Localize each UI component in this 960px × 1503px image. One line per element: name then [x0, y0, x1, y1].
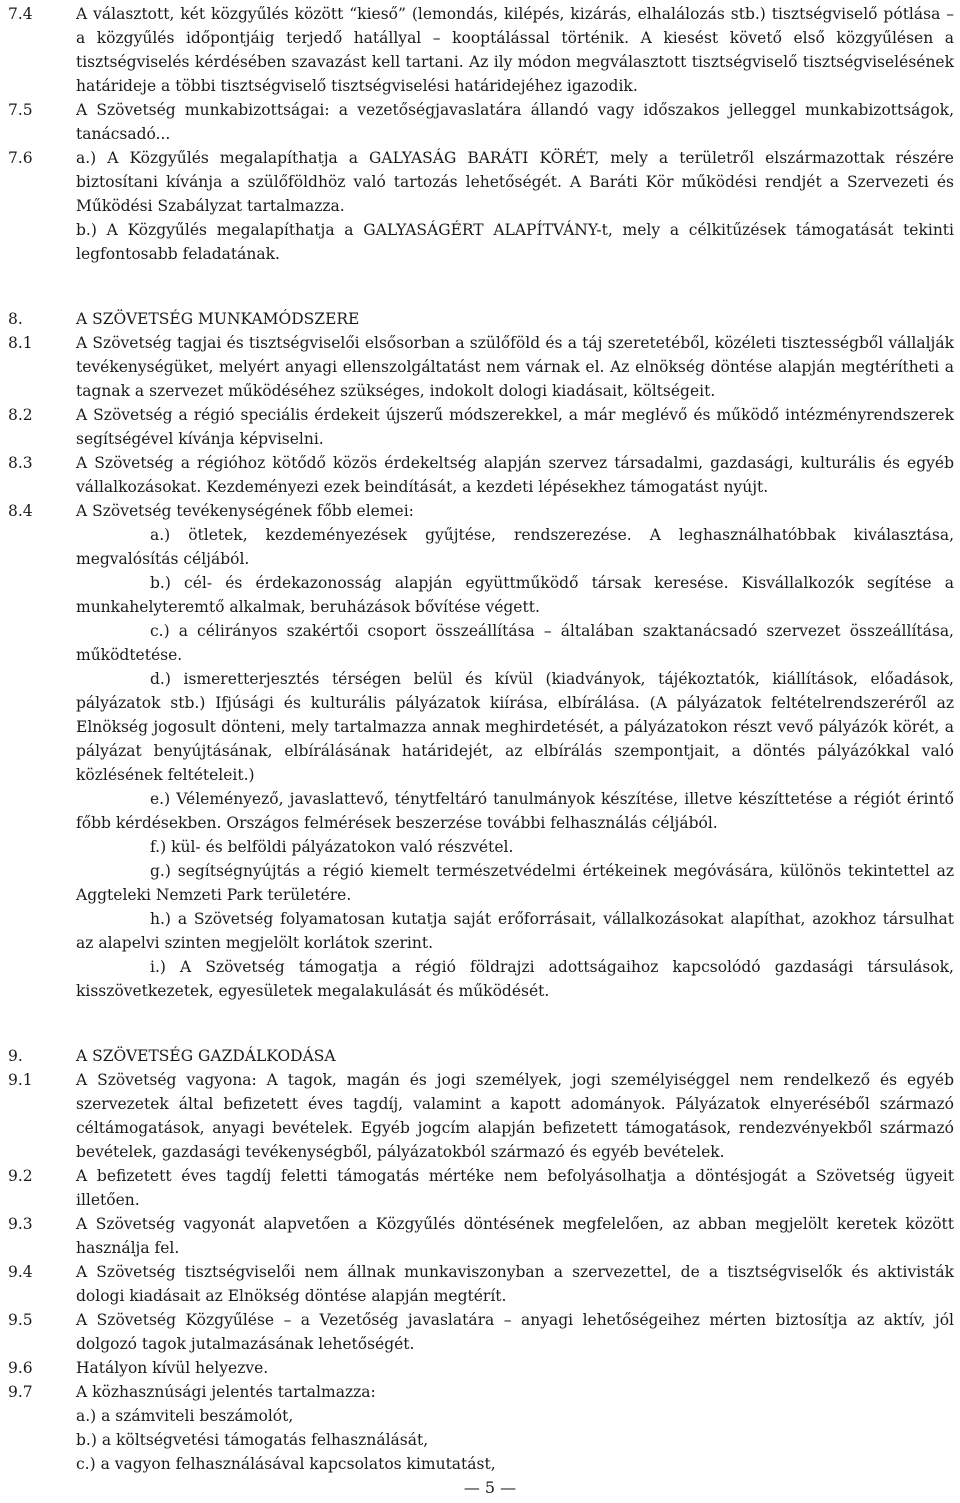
clause-7-4: [8, 2, 954, 98]
clause-text: A Szövetség vagyonát alapvetően a Közgyűlés döntésének megfelelően, az abban megjelölt keretek között használja fel.: [76, 1215, 954, 1257]
clause-7-6-b: [8, 218, 954, 266]
clause-9-7: [8, 1380, 954, 1404]
clause-number: 9.1: [8, 1071, 33, 1089]
list-item: h.) a Szövetség folyamatosan kutatja saját erőforrásait, vállalkozásokat alapíthat, azokhoz társulhat az alapelvi szinten megjelölt korlátok szerint.: [76, 910, 954, 952]
list-item: c.) a vagyon felhasználásával kapcsolatos kimutatást,: [76, 1455, 496, 1473]
list-item: a.) a számviteli beszámolót,: [76, 1407, 294, 1425]
section-title: A SZÖVETSÉG MUNKAMÓDSZERE: [76, 310, 360, 328]
clause-number: 7.4: [8, 5, 33, 23]
clause-text: A közhasznúsági jelentés tartalmazza:: [76, 1383, 376, 1401]
report-contents-list: [8, 1404, 954, 1476]
clause-8-1: [8, 331, 954, 403]
clause-text: A Szövetség a régió speciális érdekeit újszerű módszerekkel, a már meglévő és működő intézményrendszerek segítségével kívánja képviselni.: [76, 406, 954, 448]
section-number: 9.: [8, 1047, 23, 1065]
clause-number: 7.5: [8, 101, 33, 119]
list-item: f.) kül- és belföldi pályázatokon való részvétel.: [150, 838, 514, 856]
clause-text: A Szövetség tisztségviselői nem állnak munkaviszonyban a szervezettel, de a tisztségviselők és aktivisták dologi kiadásait az Elnökség döntése alapján megtérít.: [76, 1263, 954, 1305]
clause-number: 9.5: [8, 1311, 33, 1329]
clause-number: 8.1: [8, 334, 33, 352]
clause-text-b: b.) A Közgyűlés megalapíthatja a GALYASÁGÉRT ALAPÍTVÁNY-t, mely a célkitűzések támogatását tekinti legfontosabb feladatának.: [76, 221, 954, 263]
list-item: c.) a célirányos szakértői csoport összeállítása – általában szaktanácsadó szervezet összeállítása, működtetése.: [76, 622, 954, 664]
list-item: g.) segítségnyújtás a régió kiemelt természetvédelmi értékeinek megóvására, különös tekintettel az Aggteleki Nemzeti Park területére.: [76, 862, 954, 904]
list-item: i.) A Szövetség támogatja a régió földrajzi adottságaihoz kapcsolódó gazdasági társulások, kisszövetkezetek, egyesületek megalakulását és működését.: [76, 958, 954, 1000]
section-title: A SZÖVETSÉG GAZDÁLKODÁSA: [76, 1047, 336, 1065]
list-item: b.) cél- és érdekazonosság alapján együttműködő társak keresése. Kisvállalkozók segítése a munkahelyteremtő alkalmak, beruházások bővítése végett.: [76, 574, 954, 616]
clause-number: 9.2: [8, 1167, 33, 1185]
clause-number: 8.4: [8, 502, 33, 520]
clause-number: 8.3: [8, 454, 33, 472]
page-number: — 5 —: [463, 1478, 517, 1497]
clause-text: A választott, két közgyűlés között “kieső” (lemondás, kilépés, kizárás, elhalálozás stb.) tisztségviselő pótlása – a közgyűlés időpontjáig terjedő hatállyal – kooptálással történik. A kiesést követő első közgyűlésen a tisztségviselés kérdésében szavazást kell tartani. Az ily módon megválasztott tisztségviselő tisztségviselésének határideje a többi tisztségviselő tisztségviselési határidejéhez igazodik.: [76, 5, 954, 95]
clause-9-6: [8, 1356, 954, 1380]
section-number: 8.: [8, 310, 23, 328]
clause-8-3: [8, 451, 954, 499]
clause-number: 7.6: [8, 149, 33, 167]
document-page: [8, 2, 954, 1476]
clause-8-4: [8, 499, 954, 523]
clause-9-4: [8, 1260, 954, 1308]
clause-9-5: [8, 1308, 954, 1356]
clause-text: A Szövetség a régióhoz kötődő közös érdekeltség alapján szervez társadalmi, gazdasági, kulturális és egyéb vállalkozásokat. Kezdeményezi ezek beindítását, a kezdeti lépésekhez támogatást nyújt.: [76, 454, 954, 496]
clause-text: A Szövetség tevékenységének főbb elemei:: [76, 502, 414, 520]
activity-list: [8, 523, 954, 1003]
clause-7-6: [8, 146, 954, 218]
section-heading-9: [8, 1044, 954, 1068]
clause-text: A Szövetség Közgyűlése – a Vezetőség javaslatára – anyagi lehetőségeihez mérten biztosítja az aktív, jól dolgozó tagok jutalmazásának lehetőségét.: [76, 1311, 954, 1353]
list-item: e.) Véleményező, javaslattevő, ténytfeltáró tanulmányok készítése, illetve készíttetése a régiót érintő főbb kérdésekben. Országos felmérések beszerzése további felhasználás céljából.: [76, 790, 954, 832]
clause-text-a: a.) A Közgyűlés megalapíthatja a GALYASÁG BARÁTI KÖRÉT, mely a területről elszármazottak részére biztosítani kívánja a szülőföldhöz való tartozás lehetőségét. A Baráti Kör működési rendjét a Szervezeti és Működési Szabályzat tartalmazza.: [76, 149, 954, 215]
clause-number: 9.7: [8, 1383, 33, 1401]
clause-text: A Szövetség munkabizottságai: a vezetőségjavaslatára állandó vagy időszakos jelleggel munkabizottságok, tanácsadó...: [76, 101, 954, 143]
clause-number: 9.6: [8, 1359, 33, 1377]
clause-number: 8.2: [8, 406, 33, 424]
list-item: d.) ismeretterjesztés térségen belül és kívül (kiadványok, tájékoztatók, kiállítások, előadások, pályázatok stb.) Ifjúsági és kulturális pályázatok kiírása, elbírálása. (A pályázatok feltételrendszeréről az Elnökség jogosult dönteni, mely tartalmazza annak meghirdetését, a pályázatokon részt vevő pályázók körét, a pályázat benyújtásának, elbírálásának határidejét, az elbírálás szempontjait, a döntés pályázókkal való közlésének feltételeit.): [76, 670, 954, 784]
clause-9-2: [8, 1164, 954, 1212]
section-heading-8: [8, 307, 954, 331]
clause-number: 9.3: [8, 1215, 33, 1233]
list-item: b.) a költségvetési támogatás felhasználását,: [76, 1431, 429, 1449]
clause-text: Hatályon kívül helyezve.: [76, 1359, 269, 1377]
clause-number: 9.4: [8, 1263, 33, 1281]
clause-9-1: [8, 1068, 954, 1164]
clause-text: A Szövetség tagjai és tisztségviselői elsősorban a szülőföld és a táj szeretetéből, közéleti tisztességből vállalják tevékenységüket, melyért anyagi ellenszolgáltatást nem várnak el. Az elnökség döntése alapján megtérítheti a tagnak a szervezet működéséhez szükséges, indokolt dologi kiadásait, költségeit.: [76, 334, 954, 400]
clause-text: A befizetett éves tagdíj feletti támogatás mértéke nem befolyásolhatja a döntésjogát a Szövetség ügyeit illetően.: [76, 1167, 954, 1209]
clause-7-5: [8, 98, 954, 146]
list-item: a.) ötletek, kezdeményezések gyűjtése, rendszerezése. A leghasználhatóbbak kiválasztása, megvalósítás céljából.: [76, 526, 954, 568]
clause-8-2: [8, 403, 954, 451]
clause-text: A Szövetség vagyona: A tagok, magán és jogi személyek, jogi személyiséggel nem rendelkező és egyéb szervezetek által befizetett éves tagdíj, valamint a kapott adományok. Pályázatok elnyeréséből származó céltámogatások, anyagi bevételek. Egyéb jogcím alapján befizetett támogatások, rendezvényekből származó bevételek, gazdasági tevékenységből, pályázatokból származó és egyéb bevételek.: [76, 1071, 954, 1161]
clause-9-3: [8, 1212, 954, 1260]
